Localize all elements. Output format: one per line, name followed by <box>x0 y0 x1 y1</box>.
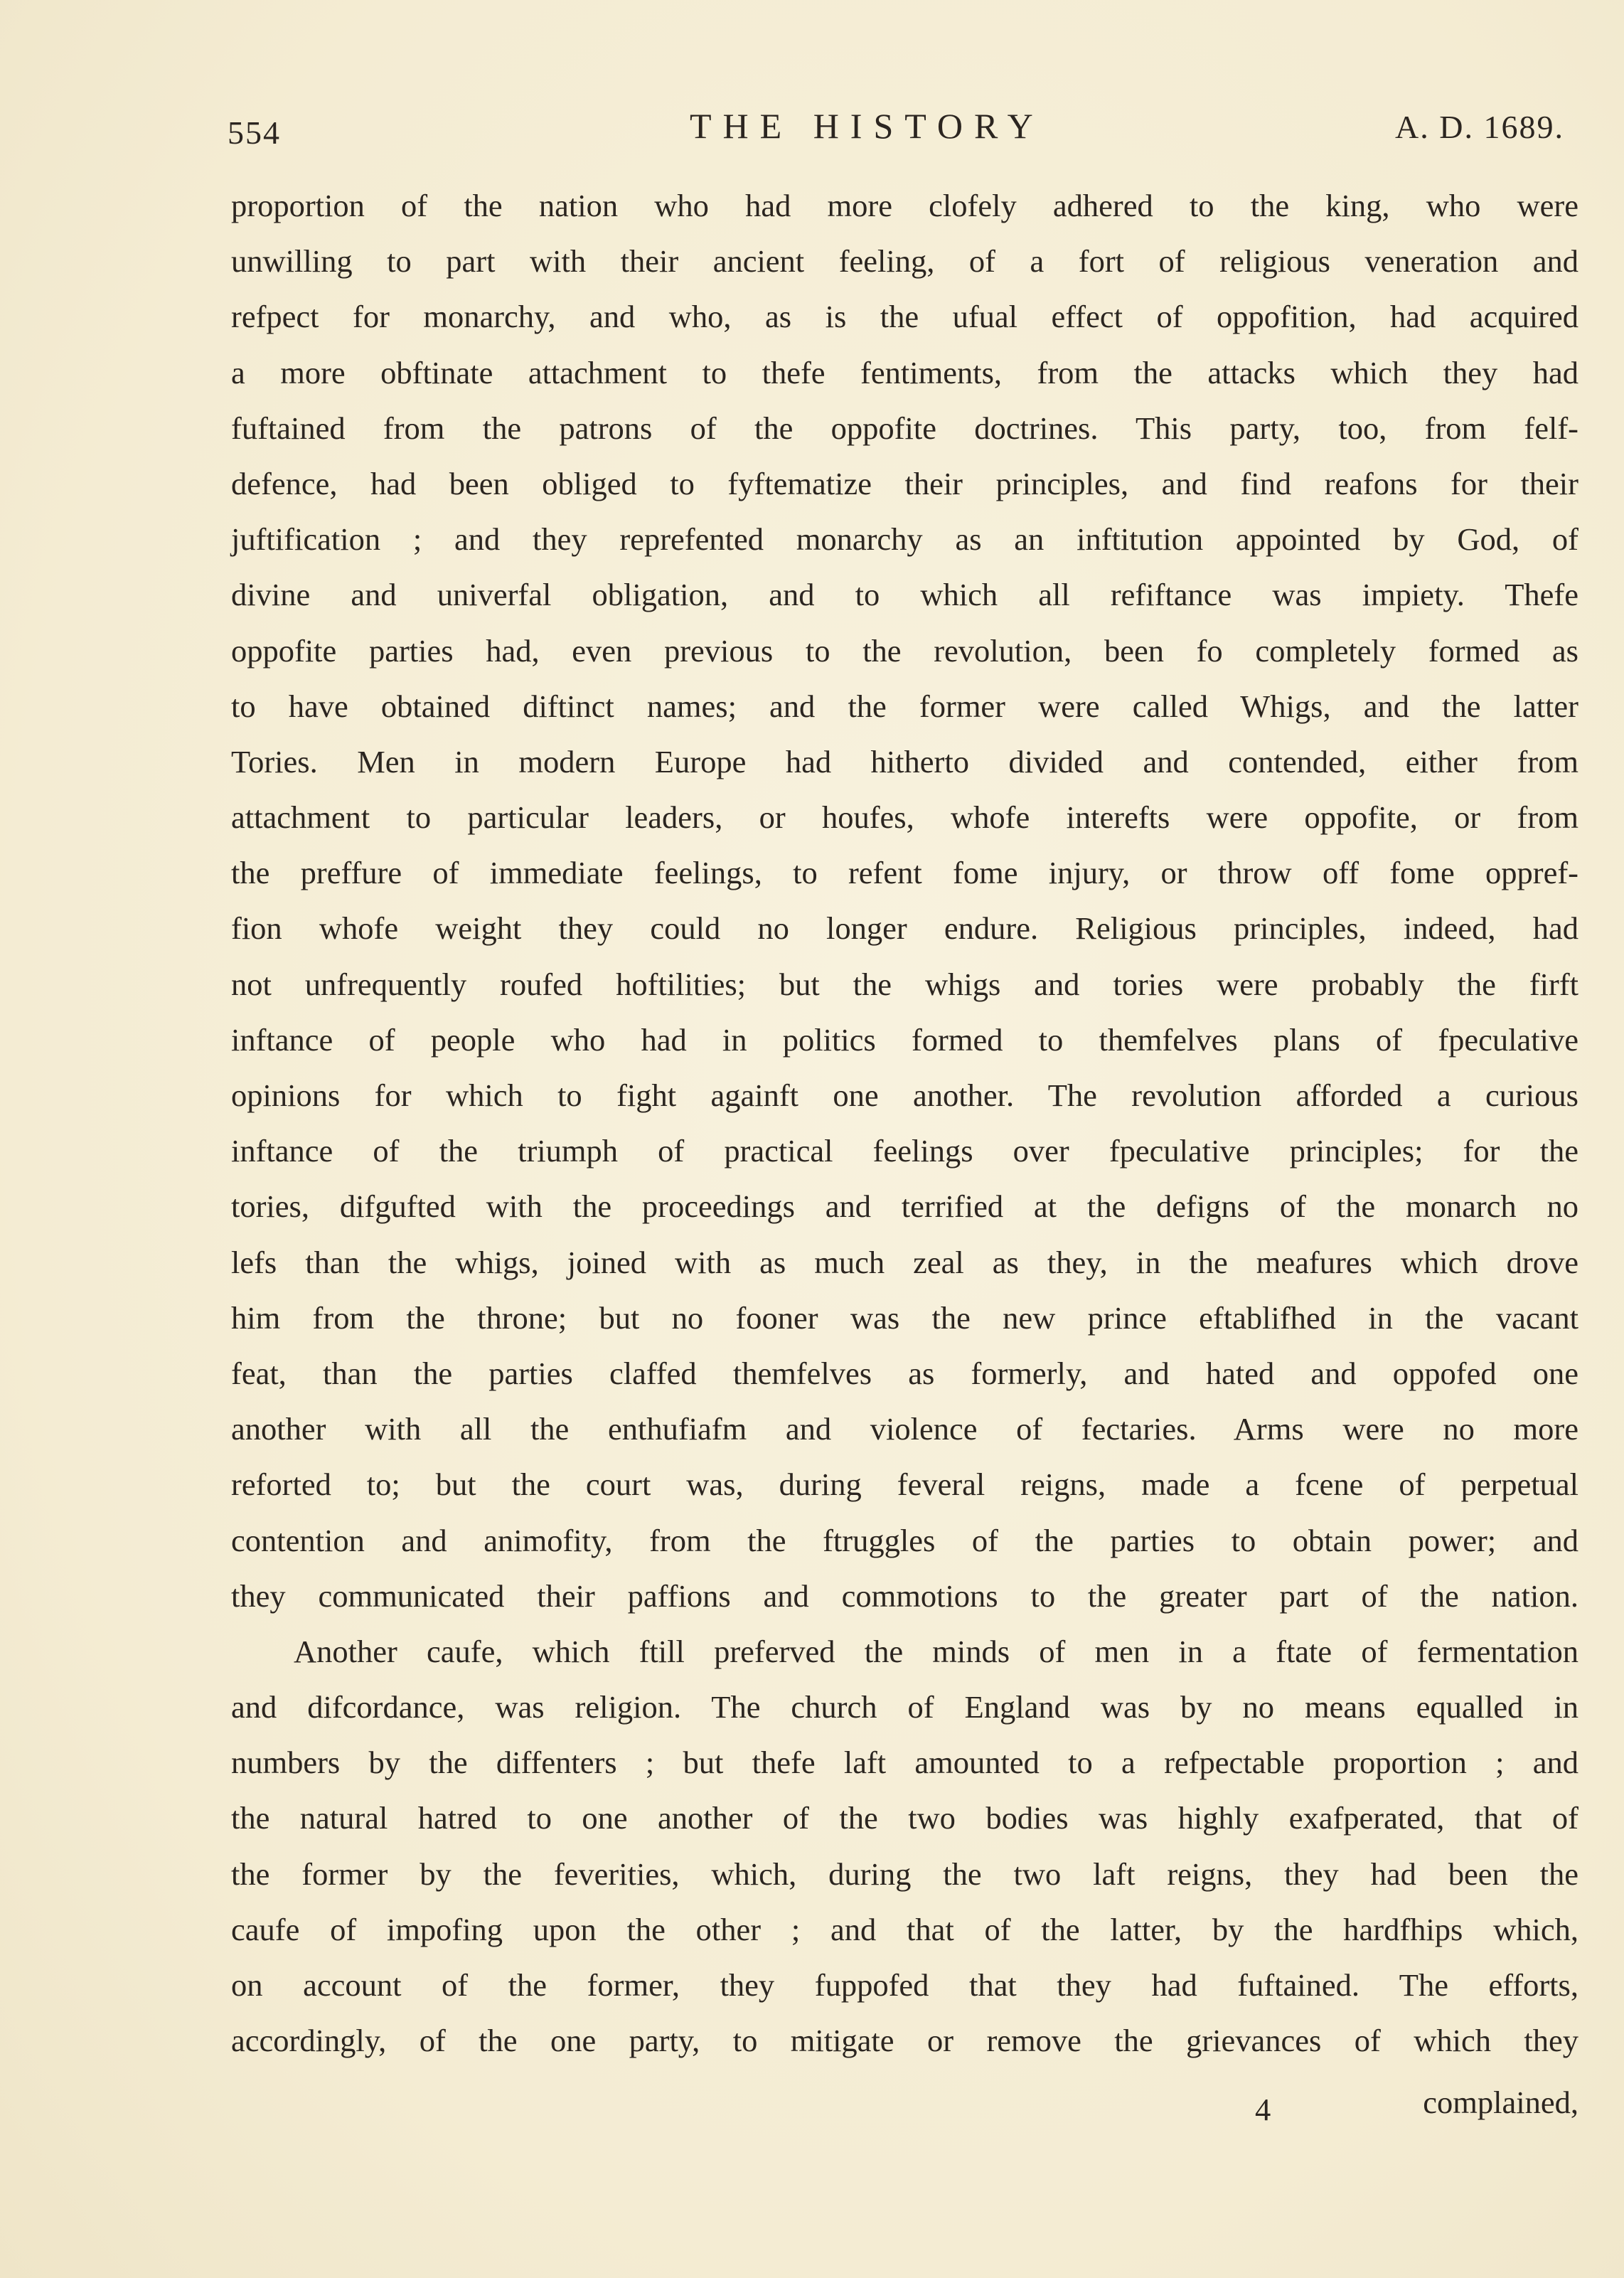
text-line: and difcordance, was religion. The church of England was by no means equalled in <box>231 1689 1578 1725</box>
text-line: fion whofe weight they could no longer endure. Religious principles, indeed, had <box>231 910 1578 947</box>
signature-mark: 4 <box>1255 2092 1271 2127</box>
text-line: accordingly, of the one party, to mitigate or remove the grievances of which they <box>231 2023 1578 2059</box>
text-line: divine and univerfal obligation, and to which all refiftance was impiety. Thefe <box>231 577 1578 613</box>
text-line: the natural hatred to one another of the two bodies was highly exafperated, that of <box>231 1800 1578 1836</box>
body-text <box>231 178 1578 2068</box>
text-line: on account of the former, they fuppofed that they had fuftained. The efforts, <box>231 1967 1578 2003</box>
text-line: Another caufe, which ftill preferved the minds of men in a ftate of fermentation <box>294 1633 1578 1669</box>
text-line: reforted to; but the court was, during feveral reigns, made a fcene of perpetual <box>231 1467 1578 1503</box>
running-header <box>228 100 1564 156</box>
text-line: juftification ; and they reprefented monarchy as an inftitution appointed by God, of <box>231 521 1578 558</box>
text-line: feat, than the parties claffed themfelves as formerly, and hated and oppofed one <box>231 1355 1578 1391</box>
text-line: attachment to particular leaders, or houfes, whofe interefts were oppofite, or from <box>231 799 1578 836</box>
text-line: caufe of impofing upon the other ; and that of the latter, by the hardfhips which, <box>231 1911 1578 1947</box>
catchword: complained, <box>1423 2085 1578 2120</box>
text-line: Tories. Men in modern Europe had hitherto divided and contended, either from <box>231 743 1578 779</box>
text-line: tories, difgufted with the proceedings and terrified at the defigns of the monarch no <box>231 1188 1578 1225</box>
running-title: THE HISTORY <box>690 106 1045 146</box>
text-line: oppofite parties had, even previous to the revolution, been fo completely formed as <box>231 632 1578 669</box>
text-line: defence, had been obliged to fyftematize their principles, and find reafons for their <box>231 465 1578 501</box>
text-line: to have obtained diftinct names; and the former were called Whigs, and the latter <box>231 688 1578 724</box>
text-line: inftance of the triumph of practical feelings over fpeculative principles; for the <box>231 1133 1578 1169</box>
text-line: him from the throne; but no fooner was the new prince eftablifhed in the vacant <box>231 1299 1578 1336</box>
text-line: proportion of the nation who had more clofely adhered to the king, who were <box>231 188 1578 223</box>
text-line: not unfrequently roufed hoftilities; but the whigs and tories were probably the firft <box>231 966 1578 1002</box>
text-line: another with all the enthufiafm and violence of fectaries. Arms were no more <box>231 1411 1578 1447</box>
text-line: unwilling to part with their ancient feeling, of a fort of religious veneration and <box>231 243 1578 280</box>
text-line: inftance of people who had in politics formed to themfelves plans of fpeculative <box>231 1021 1578 1058</box>
text-line: lefs than the whigs, joined with as much zeal as they, in the meafures which drove <box>231 1244 1578 1280</box>
text-line: fuftained from the patrons of the oppofite doctrines. This party, too, from felf- <box>231 410 1578 446</box>
date-label: A. D. 1689. <box>1395 109 1564 145</box>
page-number: 554 <box>228 115 281 151</box>
page-footer <box>231 2084 1578 2141</box>
text-line: refpect for monarchy, and who, as is the ufual effect of oppofition, had acquired <box>231 299 1578 335</box>
text-line: contention and animofity, from the ftruggles of the parties to obtain power; and <box>231 1522 1578 1558</box>
text-line: numbers by the diffenters ; but thefe laft amounted to a refpectable proportion ; and <box>231 1745 1578 1781</box>
text-line: opinions for which to fight againft one another. The revolution afforded a curious <box>231 1077 1578 1113</box>
text-line: a more obftinate attachment to thefe fentiments, from the attacks which they had <box>231 354 1578 390</box>
text-line: the former by the feverities, which, during the two laft reigns, they had been the <box>231 1856 1578 1892</box>
text-line: the preffure of immediate feelings, to refent fome injury, or throw off fome oppref- <box>231 855 1578 891</box>
text-line: they communicated their paffions and commotions to the greater part of the nation. <box>231 1577 1578 1614</box>
